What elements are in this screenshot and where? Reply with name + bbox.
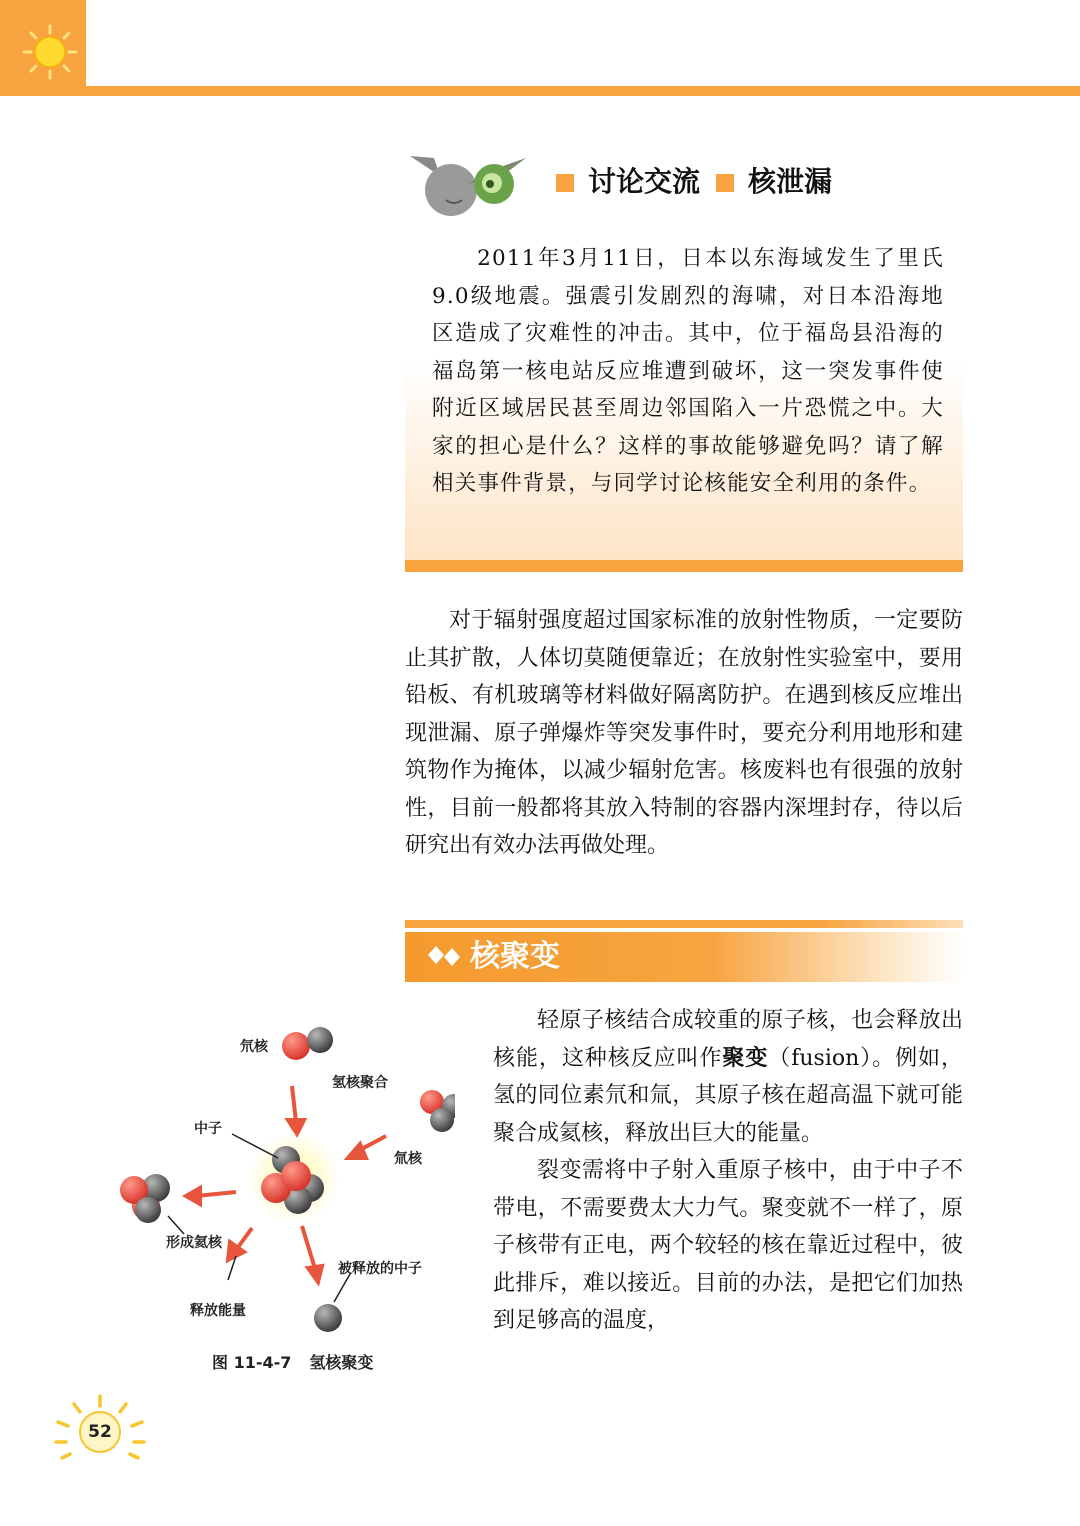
- released-neutron-particle: [314, 1304, 342, 1332]
- label-neutron: 中子: [194, 1121, 222, 1137]
- section-title: 核聚变: [470, 939, 560, 974]
- caption-title: 氢核聚变: [309, 1353, 374, 1372]
- text-span: 轻原子核结合成较重的原子核，也会释放出核能，这种核反应叫作: [493, 1008, 963, 1071]
- caption-number: 图 11-4-7: [212, 1353, 292, 1372]
- fusion-paragraph-1: [493, 1002, 963, 1152]
- discussion-box-bar: [405, 560, 963, 572]
- square-bullet-icon: [716, 174, 734, 192]
- fusion-paragraph-2: 裂变需将中子射入重原子核中，由于中子不带电，不需要费太大力气。聚变就不一样了，原子核带有正电，两个较轻的核在靠近过程中，彼此排斥，难以接近。目前的办法，是把它们加热到足够高的温度，: [493, 1158, 963, 1333]
- neutron-particle: [135, 1197, 161, 1223]
- discussion-topic: 核泄漏: [748, 165, 833, 198]
- fusion-text: [493, 1002, 963, 1340]
- label-released-neutron: 被释放的中子: [338, 1261, 422, 1277]
- label-fusion: 氢核聚合: [332, 1075, 388, 1091]
- label-deuterium: 氘核: [240, 1039, 268, 1055]
- neutron-particle: [307, 1027, 333, 1053]
- label-helium: 形成氦核: [166, 1235, 222, 1251]
- fusion-diagram: [110, 1010, 455, 1340]
- neutron-particle: [430, 1108, 454, 1132]
- sun-icon: [22, 24, 78, 80]
- page-number: 52: [88, 1422, 112, 1442]
- discussion-title: [556, 160, 832, 200]
- figure-caption: [212, 1350, 373, 1373]
- diamonds-icon: [426, 944, 464, 968]
- term-fusion: 聚变: [722, 1045, 769, 1071]
- section-line: [405, 920, 963, 928]
- discussion-label: 讨论交流: [588, 165, 701, 198]
- proton-particle: [282, 1032, 310, 1060]
- text-span: （fusion）。例如，氢的同位素氘和氚，其原子核在超高温下就可能聚合成氦核，释放出巨大的能量。: [493, 1045, 963, 1146]
- square-bullet-icon: [556, 174, 574, 192]
- body-paragraph: 对于辐射强度超过国家标准的放射性物质，一定要防止其扩散，人体切莫随便靠近；在放射性实验室中，要用铅板、有机玻璃等材料做好隔离防护。在遇到核反应堆出现泄漏、原子弹爆炸等突发事件时，要充分利用地形和建筑物作为掩体，以减少辐射危害。核废料也有很强的放射性，目前一般都将其放入特制的容器内深埋封存，待以后研究出有效办法再做处理。: [405, 608, 963, 858]
- fusion-figure: [110, 1010, 455, 1340]
- header-band: [0, 86, 1080, 96]
- mascot-icon: [406, 150, 532, 220]
- proton-particle: [281, 1161, 311, 1191]
- label-tritium: 氚核: [394, 1151, 422, 1167]
- label-energy: 释放能量: [190, 1303, 246, 1319]
- discussion-text: 2011年3月11日，日本以东海域发生了里氏9.0级地震。强震引发剧烈的海啸，对日本沿海地区造成了灾难性的冲击。其中，位于福岛县沿海的福岛第一核电站反应堆遭到破坏，这一突发事件使附近区域居民甚至周边邻国陷入一片恐慌之中。大家的担心是什么？这样的事故能够避免吗？请了解相关事件背景，与同学讨论核能安全利用的条件。: [432, 246, 944, 496]
